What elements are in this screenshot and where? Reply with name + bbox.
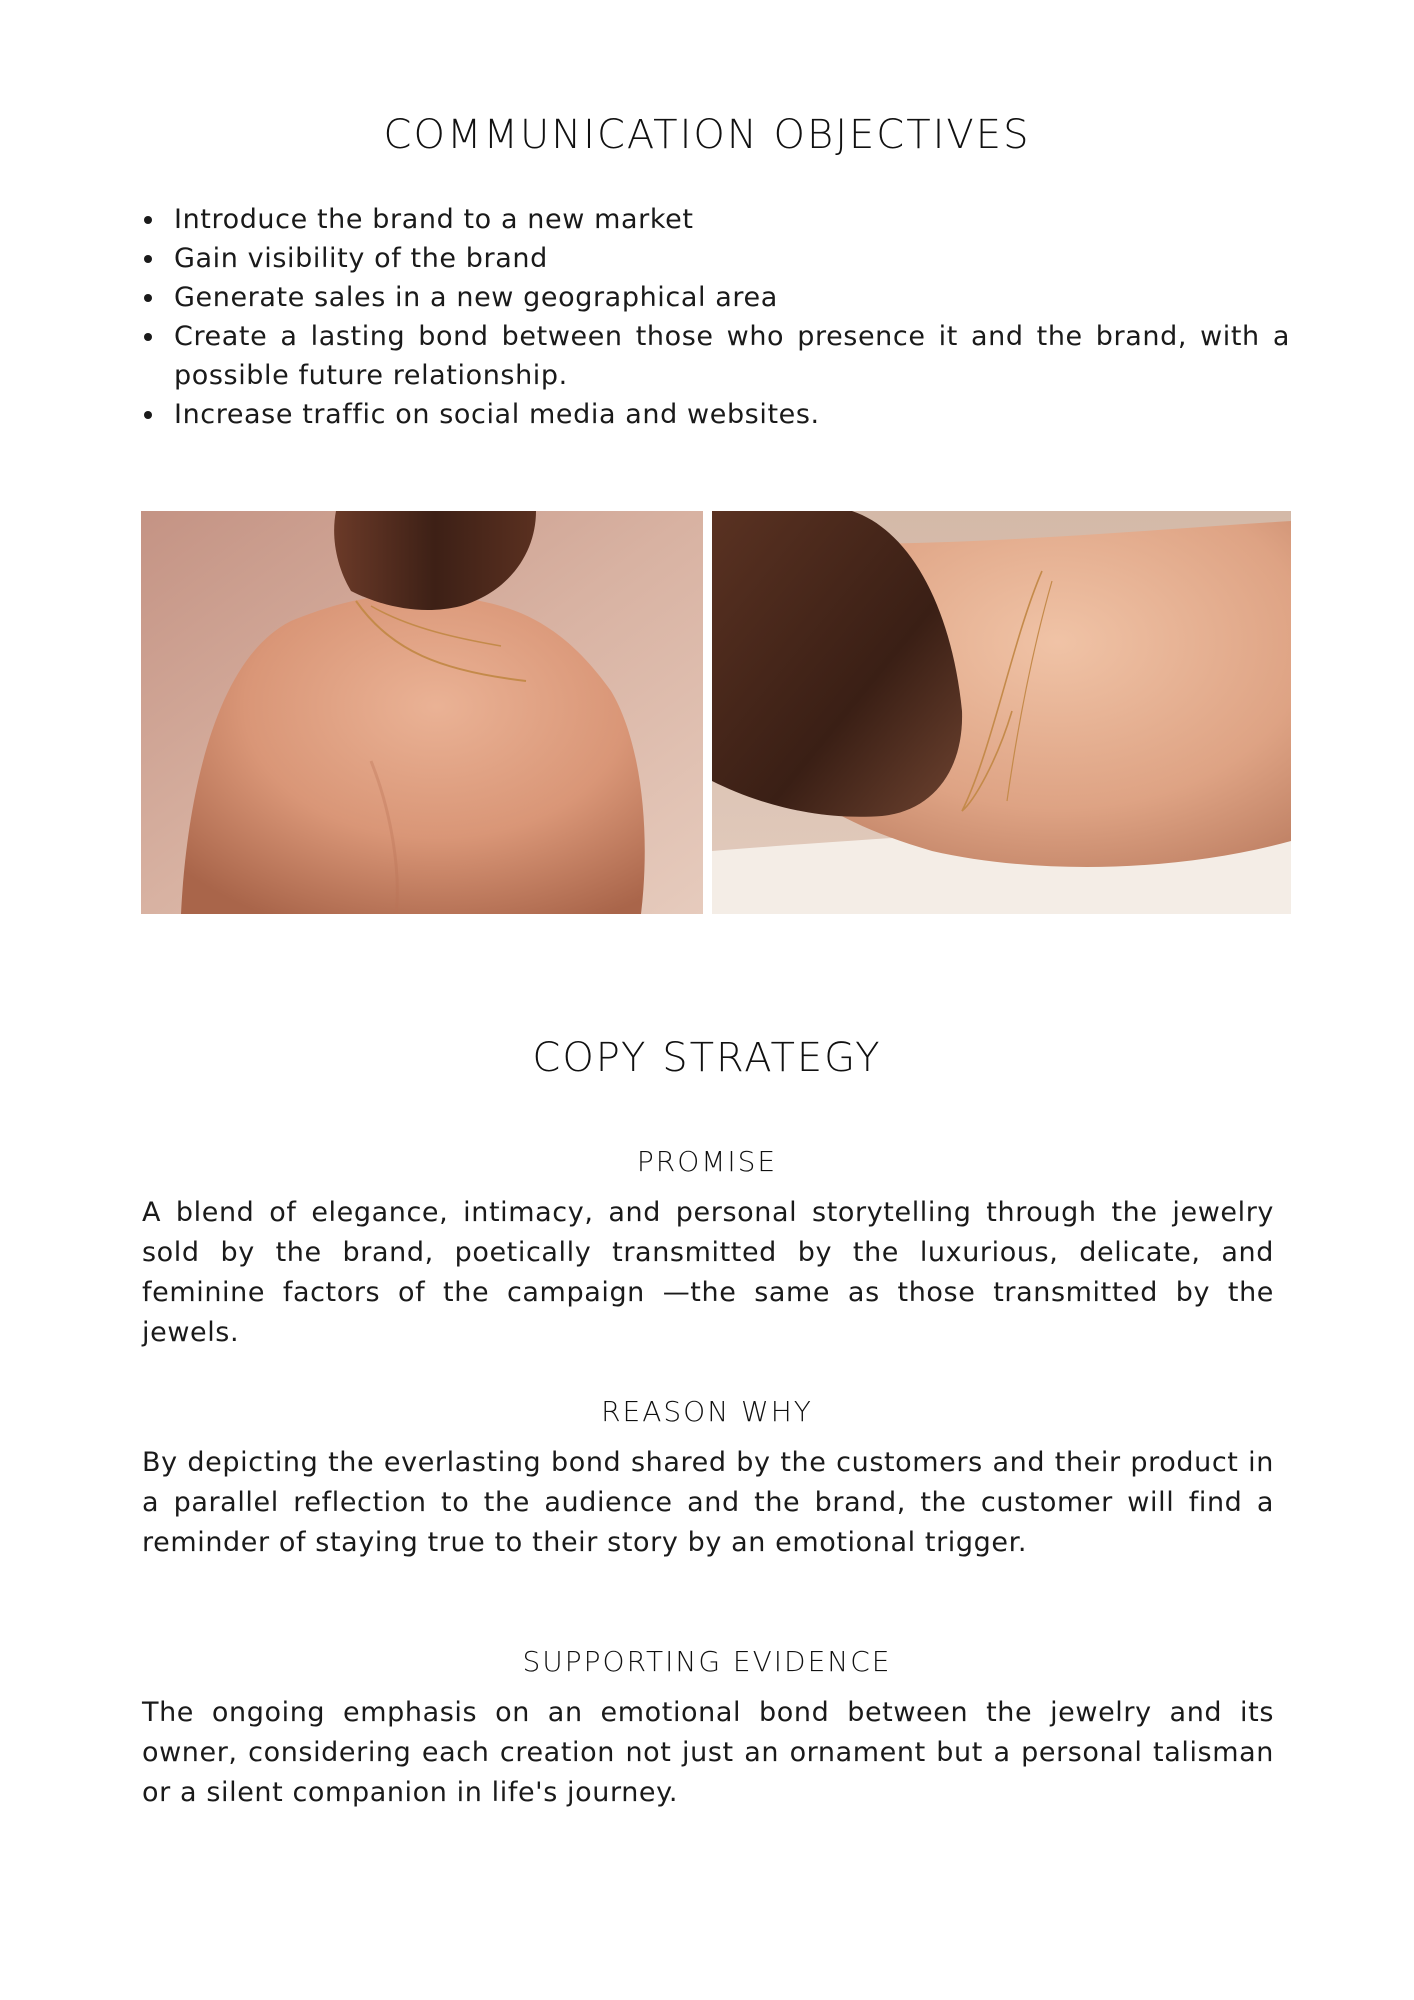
- reason-why-heading: REASON WHY: [601, 1395, 813, 1428]
- photo-back-necklace: [141, 511, 703, 914]
- supporting-evidence-heading: SUPPORTING EVIDENCE: [522, 1645, 892, 1678]
- objectives-list: [142, 200, 1290, 434]
- objective-item: Introduce the brand to a new market: [142, 200, 1290, 239]
- photo-back-necklace-illustration: [141, 511, 703, 914]
- communication-objectives-title: COMMUNICATION OBJECTIVES: [383, 112, 1031, 158]
- reason-why-text: By depicting the everlasting bond shared by the customers and their product in a parallel reflection to the audience and the brand, the customer will find a reminder of staying true to their story by an emotional trigger.: [142, 1447, 1274, 1558]
- objective-item: Generate sales in a new geographical area: [142, 278, 1290, 317]
- copy-strategy-title: COPY STRATEGY: [532, 1035, 882, 1081]
- promise-text: A blend of elegance, intimacy, and personal storytelling through the jewelry sold by the brand, poetically transmitted by the luxurious, delicate, and feminine factors of the campaign —the same as those transmitted by the jewels.: [142, 1197, 1274, 1348]
- supporting-evidence-text: The ongoing emphasis on an emotional bond between the jewelry and its owner, considering each creation not just an ornament but a personal talisman or a silent companion in life's journey.: [142, 1697, 1274, 1808]
- objective-item: Increase traffic on social media and websites.: [142, 395, 1290, 434]
- promise-heading: PROMISE: [636, 1145, 778, 1178]
- objective-item: Create a lasting bond between those who presence it and the brand, with a possible future relationship.: [142, 317, 1290, 395]
- objective-item: Gain visibility of the brand: [142, 239, 1290, 278]
- photo-lying-chain: [712, 511, 1291, 914]
- photo-lying-chain-illustration: [712, 511, 1291, 914]
